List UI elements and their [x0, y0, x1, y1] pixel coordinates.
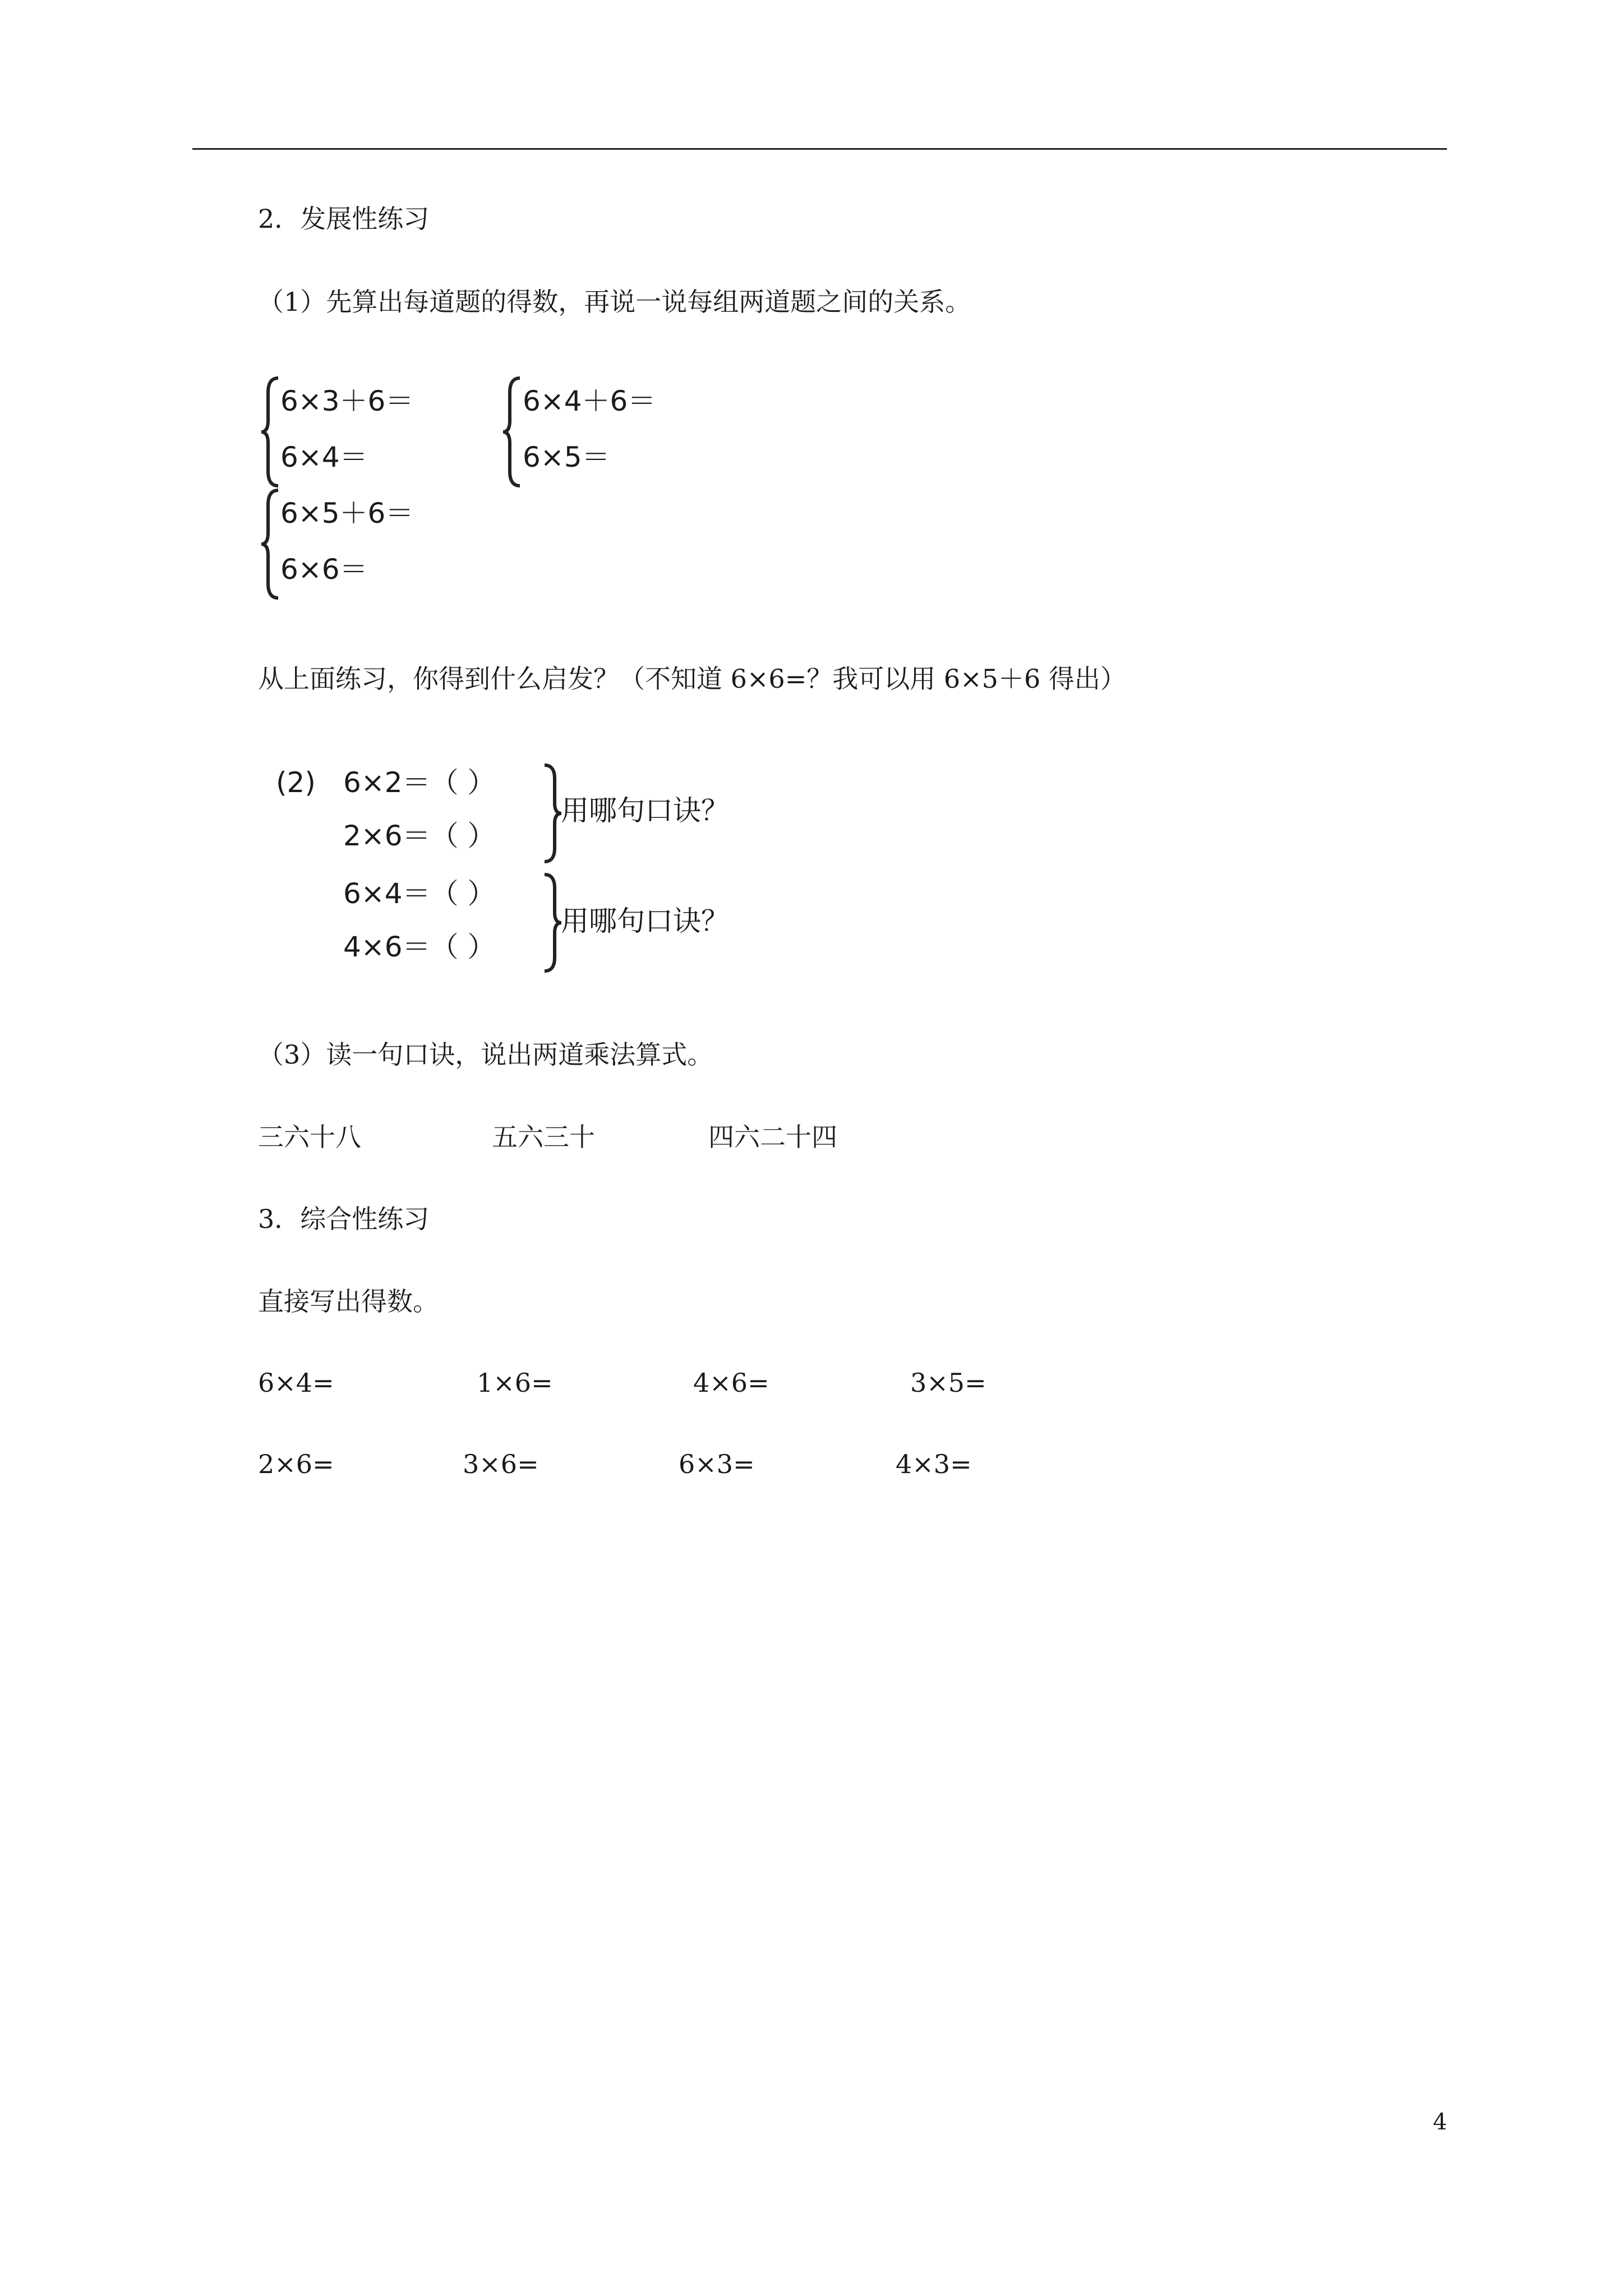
exercise-r1-c4: 3×5=	[910, 1368, 986, 1398]
q3-intro: （3）读一句口诀，说出两道乘法算式。	[258, 1039, 713, 1070]
page-number: 4	[1433, 2109, 1447, 2135]
group-a-line2: 6×4＝	[280, 441, 368, 473]
q2-row-3: 6×4＝（ ）	[343, 877, 496, 910]
section-2-title: 2．发展性练习	[258, 204, 430, 234]
exercise-r1-c2: 1×6=	[477, 1368, 553, 1398]
q1-intro: （1）先算出每道题的得数，再说一说每组两道题之间的关系。	[258, 287, 971, 317]
exercise-r2-c1: 2×6=	[258, 1449, 334, 1479]
group-b-brace	[501, 376, 523, 488]
q2-row-2: 2×6＝（ ）	[343, 820, 496, 852]
rhyme-2: 五六三十	[492, 1122, 595, 1152]
q2-label: (2)	[276, 766, 316, 799]
insight-text: 从上面练习，你得到什么启发？（不知道 6×6=？我可以用 6×5＋6 得出）	[258, 664, 1126, 694]
group-b-line2: 6×5＝	[523, 441, 610, 473]
group-c-brace	[259, 488, 282, 600]
group-b-line1: 6×4＋6＝	[523, 385, 656, 417]
group-c-line2: 6×6＝	[280, 553, 368, 586]
group-a-line1: 6×3＋6＝	[280, 385, 414, 417]
q2-brace-2	[541, 872, 564, 973]
header-rule	[192, 148, 1447, 150]
exercise-r2-c2: 3×6=	[463, 1449, 539, 1479]
q2-row-1: 6×2＝（ ）	[343, 766, 496, 799]
exercise-r2-c3: 6×3=	[679, 1449, 755, 1479]
section-3-instruction: 直接写出得数。	[258, 1286, 439, 1317]
group-c-line1: 6×5＋6＝	[280, 497, 414, 530]
section-3-title: 3．综合性练习	[258, 1204, 430, 1234]
exercise-r2-c4: 4×3=	[896, 1449, 972, 1479]
rhyme-3: 四六二十四	[708, 1122, 837, 1152]
exercise-r1-c1: 6×4=	[258, 1368, 334, 1398]
q2-question-1: 用哪句口诀？	[561, 794, 729, 827]
q2-question-2: 用哪句口诀？	[561, 905, 729, 937]
q2-brace-1	[541, 763, 564, 864]
group-a-brace	[259, 376, 282, 488]
rhyme-1: 三六十八	[258, 1122, 361, 1152]
q2-row-4: 4×6＝（ ）	[343, 931, 496, 963]
exercise-r1-c3: 4×6=	[693, 1368, 769, 1398]
